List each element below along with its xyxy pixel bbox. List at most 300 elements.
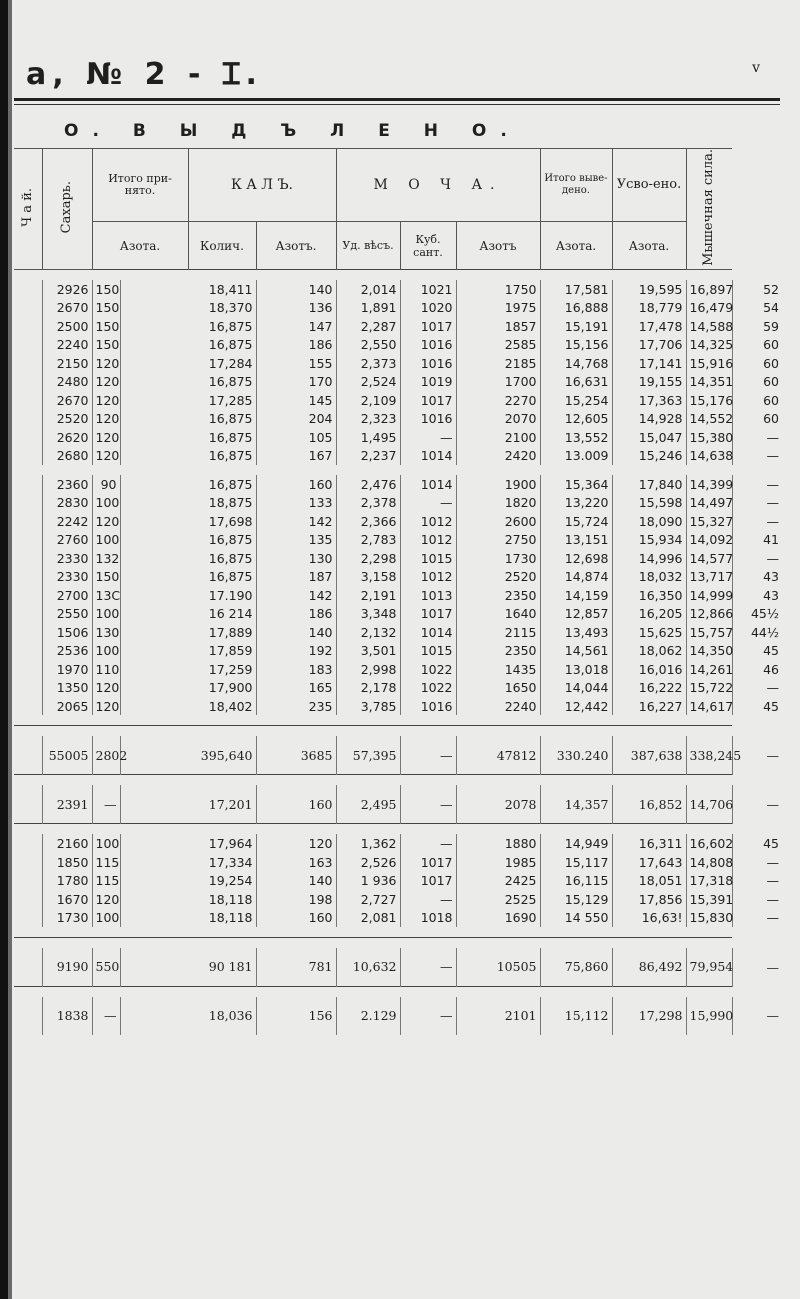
table-cell: 1014	[400, 623, 456, 642]
row-marker	[14, 641, 42, 660]
table-cell: 3685	[256, 736, 336, 775]
table-cell: 170	[256, 372, 336, 391]
table-cell: —	[732, 475, 782, 494]
table-cell: 1850	[42, 853, 92, 872]
row-marker	[14, 280, 42, 299]
table-cell: 15,191	[540, 317, 612, 336]
table-cell: 1012	[400, 567, 456, 586]
table-cell: 12,866	[686, 604, 732, 623]
table-cell: 14,949	[540, 834, 612, 853]
table-cell: 2,109	[336, 391, 400, 410]
table-cell: —	[732, 785, 782, 824]
table-cell: 1014	[400, 446, 456, 465]
table-cell: 2500	[42, 317, 92, 336]
table-cell: 16,875	[120, 428, 256, 447]
row-marker	[14, 853, 42, 872]
kal-header: К А Л Ъ.	[188, 149, 336, 222]
muscle-header: Мышечная сила.	[686, 149, 732, 270]
table-cell: 192	[256, 641, 336, 660]
table-cell: —	[400, 428, 456, 447]
table-cell: 60	[732, 391, 782, 410]
table-row	[14, 567, 782, 586]
row-marker	[14, 736, 42, 775]
table-cell: 18,118	[120, 908, 256, 927]
row-marker	[14, 871, 42, 890]
table-cell: 330.240	[540, 736, 612, 775]
days-header: Ч а й.	[14, 149, 42, 270]
row-marker	[14, 834, 42, 853]
table-cell: 160	[256, 475, 336, 494]
table-cell: —	[732, 997, 782, 1035]
table-cell: 120	[92, 409, 120, 428]
table-cell: 16,222	[612, 678, 686, 697]
table-cell: 15,129	[540, 890, 612, 909]
table-cell: 2100	[456, 428, 540, 447]
row-gap	[14, 465, 782, 475]
table-cell: 15,391	[686, 890, 732, 909]
table-cell: 14,159	[540, 586, 612, 605]
table-row	[14, 493, 782, 512]
table-cell: 1012	[400, 512, 456, 531]
kal-amount-header: Колич.	[188, 222, 256, 270]
table-cell: 14,044	[540, 678, 612, 697]
table-cell: 2,495	[336, 785, 400, 824]
table-cell: 14,928	[612, 409, 686, 428]
table-cell: 2585	[456, 335, 540, 354]
table-cell: 46	[732, 660, 782, 679]
row-marker	[14, 660, 42, 679]
table-cell: 45	[732, 641, 782, 660]
table-cell: —	[732, 446, 782, 465]
table-cell: 2,237	[336, 446, 400, 465]
table-cell: 18,090	[612, 512, 686, 531]
table-row	[14, 586, 782, 605]
table-cell: 2,178	[336, 678, 400, 697]
table-cell: 1975	[456, 298, 540, 317]
table-cell: 16,888	[540, 298, 612, 317]
table-cell: 186	[256, 335, 336, 354]
table-cell: 1017	[400, 871, 456, 890]
table-cell: 2802	[92, 736, 120, 775]
table-cell: 140	[256, 623, 336, 642]
table-cell: 2330	[42, 567, 92, 586]
table-cell: 14,350	[686, 641, 732, 660]
table-cell: 17,141	[612, 354, 686, 373]
table-cell: 2700	[42, 586, 92, 605]
table-cell: 1017	[400, 853, 456, 872]
data-table	[14, 114, 782, 1035]
table-cell: 2,998	[336, 660, 400, 679]
table-cell: 13,552	[540, 428, 612, 447]
row-marker	[14, 475, 42, 494]
table-cell: 17,334	[120, 853, 256, 872]
table-cell: 14,577	[686, 549, 732, 568]
table-cell: 2830	[42, 493, 92, 512]
row-marker	[14, 512, 42, 531]
table-cell: 2240	[42, 335, 92, 354]
table-cell: —	[732, 890, 782, 909]
table-cell: 14,351	[686, 372, 732, 391]
row-marker	[14, 604, 42, 623]
row-marker	[14, 446, 42, 465]
table-cell: 15,625	[612, 623, 686, 642]
row-marker	[14, 586, 42, 605]
table-cell: 52	[732, 280, 782, 299]
table-cell: 142	[256, 586, 336, 605]
table-cell: 1750	[456, 280, 540, 299]
table-cell: 1506	[42, 623, 92, 642]
table-cell: 19,595	[612, 280, 686, 299]
table-cell: 45	[732, 834, 782, 853]
table-cell: 60	[732, 335, 782, 354]
table-cell: 1690	[456, 908, 540, 927]
row-gap	[14, 726, 782, 737]
table-cell: 17,581	[540, 280, 612, 299]
table-cell: 1985	[456, 853, 540, 872]
table-cell: 1022	[400, 660, 456, 679]
table-cell: 19,155	[612, 372, 686, 391]
header-rule	[14, 98, 780, 101]
table-cell: 15,254	[540, 391, 612, 410]
table-cell: 120	[256, 834, 336, 853]
table-cell: 90 181	[120, 948, 256, 987]
table-cell: 395,640	[120, 736, 256, 775]
table-cell: —	[400, 890, 456, 909]
table-cell: 75,860	[540, 948, 612, 987]
table-cell: 60	[732, 372, 782, 391]
table-cell: 17,706	[612, 335, 686, 354]
table-cell: 17,900	[120, 678, 256, 697]
row-marker	[14, 908, 42, 927]
table-cell: 2,727	[336, 890, 400, 909]
table-cell: 16,875	[120, 335, 256, 354]
table-cell: 10505	[456, 948, 540, 987]
row-marker	[14, 428, 42, 447]
table-cell: 163	[256, 853, 336, 872]
table-cell: 156	[256, 997, 336, 1035]
table-cell: 13,018	[540, 660, 612, 679]
table-row	[14, 409, 782, 428]
table-cell: —	[400, 736, 456, 775]
row-marker	[14, 317, 42, 336]
table-cell: 14,768	[540, 354, 612, 373]
table-cell: 3,785	[336, 697, 400, 716]
table-row	[14, 298, 782, 317]
table-cell: 130	[256, 549, 336, 568]
corner-mark: v	[752, 60, 760, 76]
table-cell: 12,698	[540, 549, 612, 568]
table-cell: —	[400, 493, 456, 512]
table-cell: 17,698	[120, 512, 256, 531]
table-cell: 17,889	[120, 623, 256, 642]
table-cell: 15,246	[612, 446, 686, 465]
table-cell: 160	[256, 908, 336, 927]
table-row	[14, 530, 782, 549]
table-cell: 100	[92, 530, 120, 549]
table-row	[14, 372, 782, 391]
table-cell: 15,934	[612, 530, 686, 549]
table-row	[14, 512, 782, 531]
table-cell: 338,245	[686, 736, 732, 775]
table-cell: 1350	[42, 678, 92, 697]
table-cell: —	[400, 785, 456, 824]
table-cell: 100	[92, 641, 120, 660]
table-cell: 136	[256, 298, 336, 317]
row-marker	[14, 997, 42, 1035]
table-cell: 2,287	[336, 317, 400, 336]
table-cell: —	[732, 736, 782, 775]
table-cell: 1016	[400, 409, 456, 428]
table-cell: 140	[256, 280, 336, 299]
table-cell: 120	[92, 697, 120, 716]
table-cell: 16,115	[540, 871, 612, 890]
table-cell: 3,348	[336, 604, 400, 623]
table-cell: 132	[92, 549, 120, 568]
table-cell: 18,402	[120, 697, 256, 716]
excreted-header: Итого выве-дено.	[540, 149, 612, 222]
row-gap	[14, 715, 782, 726]
table-cell: 15,156	[540, 335, 612, 354]
table-cell: —	[400, 948, 456, 987]
table-cell: 1022	[400, 678, 456, 697]
table-row	[14, 549, 782, 568]
table-cell: —	[732, 493, 782, 512]
table-cell: —	[400, 834, 456, 853]
table-cell: 16,875	[120, 317, 256, 336]
table-cell: 105	[256, 428, 336, 447]
table-cell: —	[732, 678, 782, 697]
table-cell: 86,492	[612, 948, 686, 987]
table-cell: 1838	[42, 997, 92, 1035]
table-cell: 2536	[42, 641, 92, 660]
table-cell: —	[732, 948, 782, 987]
table-cell: 17,285	[120, 391, 256, 410]
table-cell: 2926	[42, 280, 92, 299]
table-cell: 16,479	[686, 298, 732, 317]
row-marker	[14, 697, 42, 716]
table-cell: —	[92, 997, 120, 1035]
table-cell: 13.009	[540, 446, 612, 465]
table-cell: —	[732, 908, 782, 927]
table-cell: 1640	[456, 604, 540, 623]
table-row	[14, 446, 782, 465]
table-cell: 17,259	[120, 660, 256, 679]
table-cell: 1017	[400, 391, 456, 410]
table-cell: 16,205	[612, 604, 686, 623]
average-row	[14, 997, 782, 1035]
table-cell: 19,254	[120, 871, 256, 890]
row-marker	[14, 549, 42, 568]
table-cell: 16,311	[612, 834, 686, 853]
table-cell: 16,897	[686, 280, 732, 299]
row-marker	[14, 785, 42, 824]
table-cell: —	[732, 871, 782, 890]
table-cell: 14,092	[686, 530, 732, 549]
table-cell: 3,501	[336, 641, 400, 660]
row-gap	[14, 986, 782, 997]
table-cell: 100	[92, 908, 120, 927]
table-cell: 165	[256, 678, 336, 697]
table-cell: 15,117	[540, 853, 612, 872]
table-cell: 120	[92, 678, 120, 697]
table-cell: 120	[92, 446, 120, 465]
intake-nitrogen-header: Азота.	[92, 222, 188, 270]
table-cell: 14,561	[540, 641, 612, 660]
table-cell: 18,370	[120, 298, 256, 317]
row-marker	[14, 391, 42, 410]
table-cell: 13C	[92, 586, 120, 605]
table-cell: 2,378	[336, 493, 400, 512]
table-cell: 17,478	[612, 317, 686, 336]
table-row	[14, 475, 782, 494]
table-cell: 1700	[456, 372, 540, 391]
table-cell: 2,550	[336, 335, 400, 354]
table-cell: 18,118	[120, 890, 256, 909]
table-cell: 16,016	[612, 660, 686, 679]
table-cell: 1021	[400, 280, 456, 299]
table-cell: 2150	[42, 354, 92, 373]
assimilated-header: Усво-ено.	[612, 149, 686, 222]
table-cell: 150	[92, 567, 120, 586]
table-cell: 44½	[732, 623, 782, 642]
kal-nitrogen-header: Азотъ.	[256, 222, 336, 270]
urine-nitrogen-header: Азотъ	[456, 222, 540, 270]
table-cell: 17,298	[612, 997, 686, 1035]
table-cell: 16,631	[540, 372, 612, 391]
table-cell: 2350	[456, 641, 540, 660]
table-cell: 16,63!	[612, 908, 686, 927]
table-cell: 17,856	[612, 890, 686, 909]
table-row	[14, 354, 782, 373]
table-cell: 1012	[400, 530, 456, 549]
table-row	[14, 317, 782, 336]
table-cell: 1013	[400, 586, 456, 605]
table-cell: 2520	[456, 567, 540, 586]
table-cell: 1670	[42, 890, 92, 909]
row-marker	[14, 409, 42, 428]
table-cell: 2425	[456, 871, 540, 890]
table-cell: 41	[732, 530, 782, 549]
table-cell: 18,411	[120, 280, 256, 299]
table-cell: 100	[92, 493, 120, 512]
table-cell: 18,062	[612, 641, 686, 660]
table-cell: 17,964	[120, 834, 256, 853]
table-cell: 2,524	[336, 372, 400, 391]
table-cell: 2078	[456, 785, 540, 824]
table-cell: 150	[92, 280, 120, 299]
row-gap	[14, 775, 782, 786]
table-cell: 13,220	[540, 493, 612, 512]
table-row	[14, 428, 782, 447]
table-cell: 204	[256, 409, 336, 428]
table-row	[14, 890, 782, 909]
table-cell: 17,201	[120, 785, 256, 824]
table-cell: 16,875	[120, 446, 256, 465]
table-cell: 160	[256, 785, 336, 824]
table-cell: 18,032	[612, 567, 686, 586]
table-row	[14, 280, 782, 299]
table-cell: 2550	[42, 604, 92, 623]
table-cell: 2620	[42, 428, 92, 447]
table-cell: 186	[256, 604, 336, 623]
table-cell: 1015	[400, 549, 456, 568]
table-cell: 2,366	[336, 512, 400, 531]
table-cell: 14 550	[540, 908, 612, 927]
table-cell: 13,717	[686, 567, 732, 586]
table-cell: 1 936	[336, 871, 400, 890]
table-cell: 16,602	[686, 834, 732, 853]
table-cell: 145	[256, 391, 336, 410]
table-cell: 120	[92, 354, 120, 373]
table-cell: 13,493	[540, 623, 612, 642]
binding-shadow	[8, 0, 12, 1299]
table-cell: 43	[732, 586, 782, 605]
table-cell: 120	[92, 512, 120, 531]
table-cell: 12,442	[540, 697, 612, 716]
table-cell: 16 214	[120, 604, 256, 623]
urine-density-header: Уд. вѣсъ.	[336, 222, 400, 270]
table-cell: 1,495	[336, 428, 400, 447]
table-cell: —	[732, 512, 782, 531]
table-cell: 2160	[42, 834, 92, 853]
table-cell: 2,081	[336, 908, 400, 927]
table-cell: 120	[92, 890, 120, 909]
table-cell: 15,990	[686, 997, 732, 1035]
row-marker	[14, 493, 42, 512]
intake-header: Итого при-нято.	[92, 149, 188, 222]
table-cell: 1880	[456, 834, 540, 853]
table-cell: 150	[92, 335, 120, 354]
table-cell: 130	[92, 623, 120, 642]
table-cell: 17,643	[612, 853, 686, 872]
table-cell: 55005	[42, 736, 92, 775]
table-cell: 9190	[42, 948, 92, 987]
table-cell: —	[92, 785, 120, 824]
table-row	[14, 908, 782, 927]
table-cell: 14,999	[686, 586, 732, 605]
table-cell: 120	[92, 391, 120, 410]
table-cell: 15,757	[686, 623, 732, 642]
table-row	[14, 834, 782, 853]
header-rule-thin	[14, 104, 780, 105]
table-cell: 120	[92, 428, 120, 447]
table-cell: 18,036	[120, 997, 256, 1035]
table-cell: 12,857	[540, 604, 612, 623]
table-cell: 2,191	[336, 586, 400, 605]
table-cell: 147	[256, 317, 336, 336]
table-cell: 115	[92, 853, 120, 872]
table-cell: 14,706	[686, 785, 732, 824]
table-cell: 2,132	[336, 623, 400, 642]
table-row	[14, 641, 782, 660]
table-cell: 100	[92, 834, 120, 853]
table-cell: 2,014	[336, 280, 400, 299]
table-cell: 2,298	[336, 549, 400, 568]
table-cell: 2360	[42, 475, 92, 494]
table-cell: 14,261	[686, 660, 732, 679]
table-cell: 14,552	[686, 409, 732, 428]
table-cell: 18,051	[612, 871, 686, 890]
table-cell: 15,176	[686, 391, 732, 410]
row-marker	[14, 948, 42, 987]
table-cell: 1970	[42, 660, 92, 679]
table-cell: 100	[92, 604, 120, 623]
table-cell: 15,724	[540, 512, 612, 531]
table-cell: 12,605	[540, 409, 612, 428]
table-cell: 115	[92, 871, 120, 890]
table-cell: 18,875	[120, 493, 256, 512]
table-cell: 13,151	[540, 530, 612, 549]
